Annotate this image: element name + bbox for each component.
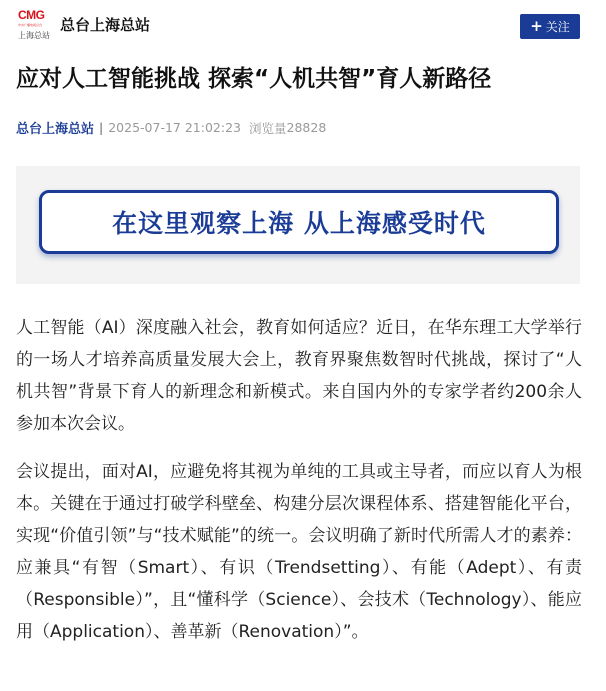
cmg-logo[interactable] [18, 8, 50, 44]
article-title: 应对人工智能挑战 探索“人机共智”育人新路径 [16, 66, 492, 92]
author-link[interactable]: 总台上海总站 [16, 122, 95, 137]
logo-name: 上海总站 [18, 31, 50, 40]
article-meta [16, 118, 326, 137]
follow-label: 关注 [545, 20, 570, 34]
follow-button[interactable] [520, 14, 580, 39]
meta-separator: | [99, 120, 104, 135]
article-paragraph-1: 人工智能（AI）深度融入社会，教育如何适应？近日，在华东理工大学举行的一场人才培养高质量发展大会上，教育界聚焦数智时代挑战，探讨了“人机共智”背景下育人的新理念和新模式。来自国内外的专家学者约200余人参加本次会议。 [16, 318, 582, 434]
channel-name[interactable]: 总台上海总站 [60, 16, 151, 34]
views-count: 28828 [286, 120, 327, 135]
logo-text: CMG [18, 8, 45, 22]
publish-datetime: 2025-07-17 21:02:23 [108, 120, 241, 135]
article-banner [16, 166, 580, 284]
banner-frame [39, 190, 559, 254]
banner-text: 在这里观察上海 从上海感受时代 [112, 209, 486, 238]
logo-subtitle: 中央广播电视总台 [18, 23, 43, 27]
top-bar [0, 0, 606, 52]
article-paragraph-2: 会议提出，面对AI，应避免将其视为单纯的工具或主导者，而应以育人为根本。关键在于通过打破学科壁垒、构建分层次课程体系、搭建智能化平台，实现“价值引领”与“技术赋能”的统一。会议明确了新时代所需人才的素养：应兼具“有智（Smart）、有识（Trendsetting）、有能（Adept）、有责（Responsible）”，且“懂科学（Science）、会技术（Technology）、能应用（Application）、善革新（Renovation）”。 [16, 462, 582, 642]
views-label: 浏览量 [249, 120, 287, 136]
plus-icon: + [530, 17, 543, 35]
